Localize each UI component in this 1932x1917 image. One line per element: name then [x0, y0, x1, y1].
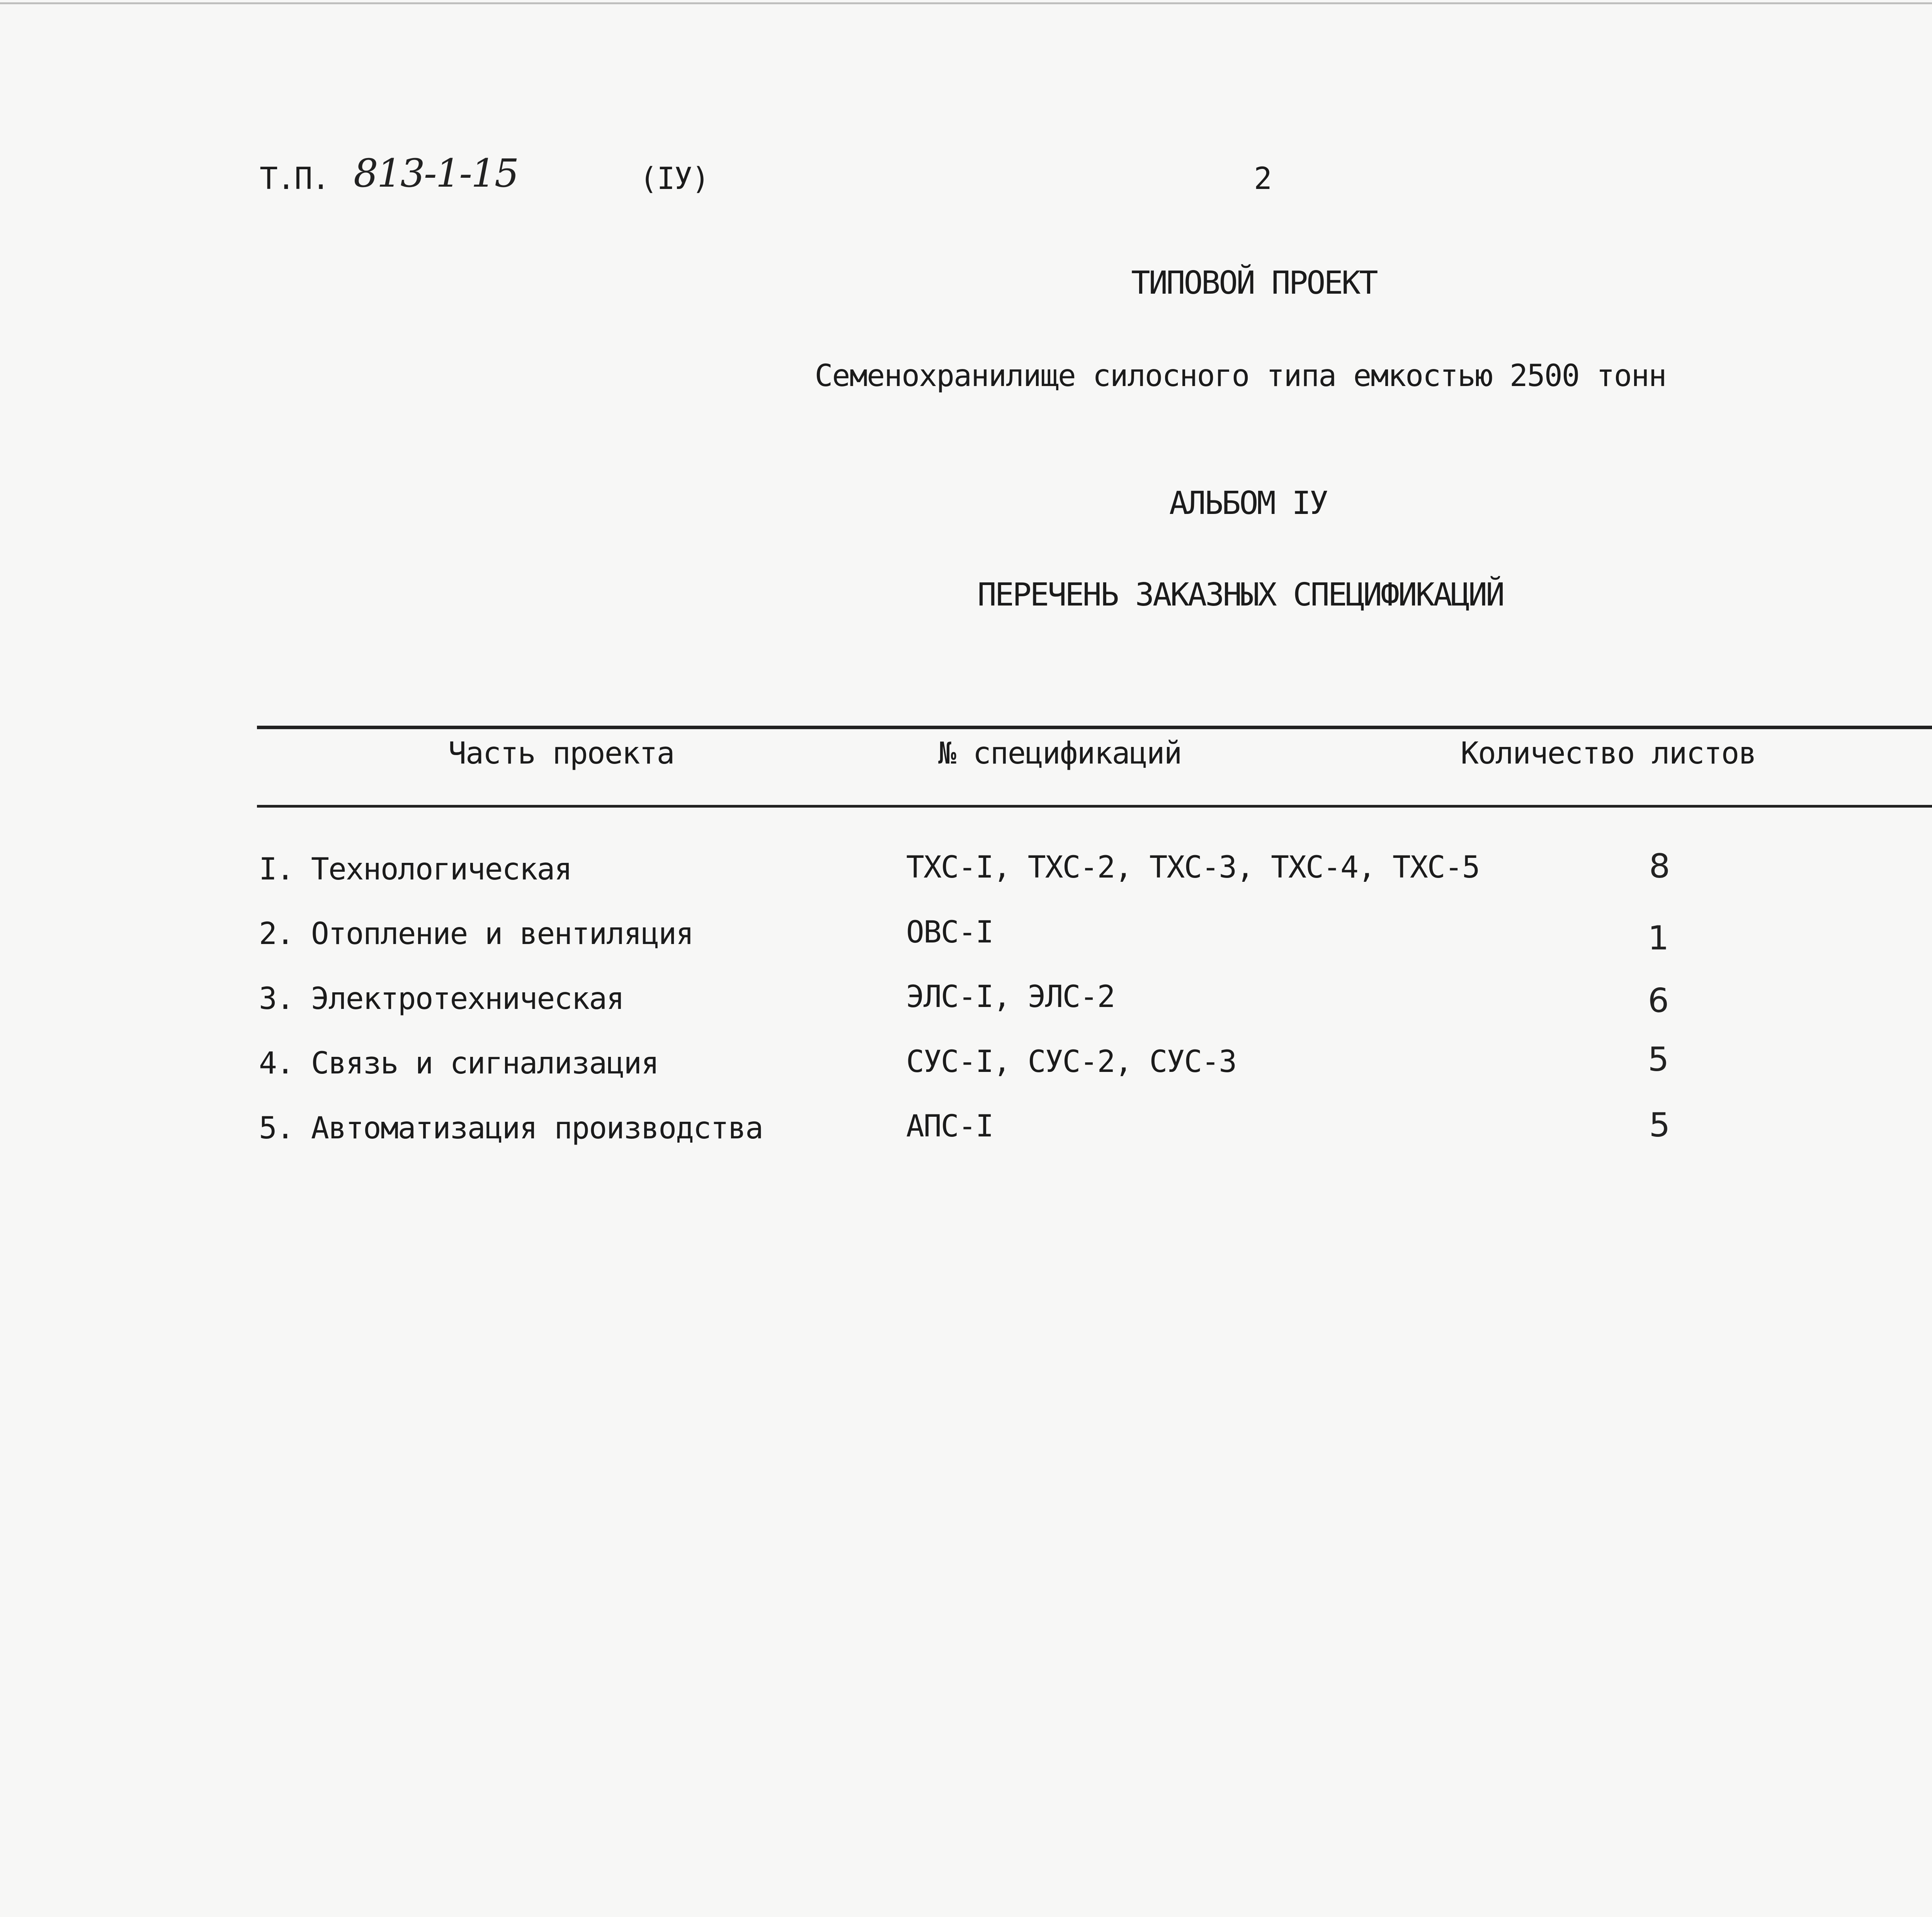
row-3-specs: ЭЛС-I, ЭЛС-2 — [906, 980, 1115, 1014]
album-title: АЛЬБОМ IУ — [1169, 485, 1327, 522]
row-1-part: I. Технологическая — [259, 852, 572, 887]
row-2-specs: ОВС-I — [906, 915, 993, 950]
row-5-specs: АПС-I — [906, 1109, 993, 1144]
row-2-sheets: 1 — [1648, 919, 1668, 958]
album-roman: (IУ) — [639, 162, 709, 196]
row-3-sheets: 6 — [1648, 981, 1668, 1020]
row-5-sheets: 5 — [1649, 1106, 1669, 1145]
row-4-part: 4. Связь и сигнализация — [259, 1046, 659, 1081]
scan-edge-line — [0, 2, 1932, 4]
column-header-sheets: Количество листов — [1461, 736, 1756, 771]
table-top-rule — [257, 726, 1932, 729]
table-header-rule — [257, 805, 1932, 808]
row-1-sheets: 8 — [1649, 847, 1669, 886]
tp-number: 813-1-15 — [354, 151, 518, 196]
project-name: Семенохранилище силосного типа емкостью 2500 тонн — [815, 359, 1666, 393]
row-3-part: 3. Электротехническая — [259, 981, 624, 1016]
row-5-part: 5. Автоматизация производства — [259, 1111, 763, 1146]
page-number: 2 — [1254, 162, 1271, 196]
column-header-part: Часть проекта — [448, 736, 674, 771]
row-1-specs: ТХС-I, ТХС-2, ТХС-3, ТХС-4, ТХС-5 — [906, 850, 1480, 885]
project-type-title: ТИПОВОЙ ПРОЕКТ — [1131, 265, 1377, 301]
row-2-part: 2. Отопление и вентиляция — [259, 917, 693, 951]
list-title: ПЕРЕЧЕНЬ ЗАКАЗНЫХ СПЕЦИФИКАЦИЙ — [977, 577, 1503, 613]
tp-label: Т.П. — [260, 162, 329, 196]
row-4-specs: СУС-I, СУС-2, СУС-3 — [906, 1044, 1236, 1079]
column-header-specs: № спецификаций — [938, 736, 1182, 771]
row-4-sheets: 5 — [1648, 1040, 1668, 1079]
